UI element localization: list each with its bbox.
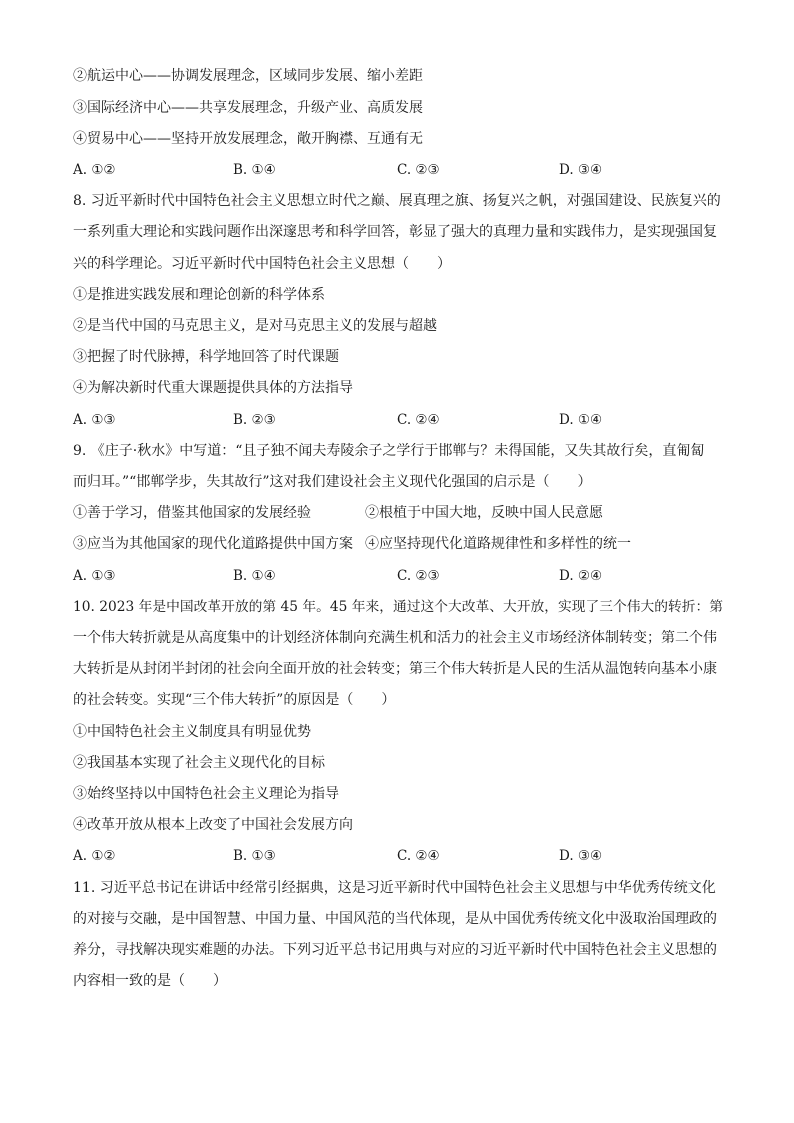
q10-item-3: ③始终坚持以中国特色社会主义理论为指导: [73, 786, 339, 802]
q10-item-1: ①中国特色社会主义制度具有明显优势: [73, 724, 311, 740]
q10-option-d[interactable]: D. ③④: [559, 848, 603, 864]
q10-stem-line-1: 10. 2023 年是中国改革开放的第 45 年。45 年来，通过这个大改革、大开放，实现了三个伟大的转折：第: [73, 599, 723, 615]
q10-option-c[interactable]: C. ②④: [397, 848, 440, 864]
q10-stem-line-4: 的社会转变。实现“三个伟大转折”的原因是（ ）: [73, 692, 396, 708]
q11-stem-line-4: 内容相一致的是（ ）: [73, 973, 227, 989]
q8-stem-line-3: 兴的科学理论。习近平新时代中国特色社会主义思想（ ）: [73, 256, 451, 272]
q9-item-2: ②根植于中国大地，反映中国人民意愿: [365, 505, 603, 521]
q8-item-2: ②是当代中国的马克思主义，是对马克思主义的发展与超越: [73, 318, 437, 334]
q11-stem-line-1: 11. 习近平总书记在讲话中经常引经据典，这是习近平新时代中国特色社会主义思想与中华优秀传统文化: [73, 880, 716, 896]
q9-options: [73, 566, 733, 586]
q8-item-1: ①是推进实践发展和理论创新的科学体系: [73, 287, 325, 303]
q7-option-b[interactable]: B. ①④: [233, 162, 276, 178]
q8-options: [73, 410, 733, 430]
q9-item-4: ④应坚持现代化道路规律性和多样性的统一: [365, 536, 631, 552]
q11-stem-line-3: 养分，寻找解决现实难题的办法。下列习近平总书记用典与对应的习近平新时代中国特色社会主义思想的: [73, 942, 717, 958]
q8-option-d[interactable]: D. ①④: [559, 412, 603, 428]
q10-option-a[interactable]: A. ①②: [73, 848, 116, 864]
q8-stem-line-2: 一系列重大理论和实践问题作出深邃思考和科学回答，彰显了强大的真理力量和实践伟力，是实现强国复: [73, 224, 717, 240]
q9-option-c[interactable]: C. ②③: [397, 568, 440, 584]
q9-items-row-2: [73, 534, 733, 554]
q9-items-row-1: [73, 503, 733, 523]
q7-item-2: ②航运中心——协调发展理念，区域同步发展、缩小差距: [73, 68, 423, 84]
q9-item-1: ①善于学习，借鉴其他国家的发展经验: [73, 505, 311, 521]
q9-stem-line-2: 而归耳。”“邯郸学步，失其故行”这对我们建设社会主义现代化强国的启示是（ ）: [73, 474, 592, 490]
q8-item-3: ③把握了时代脉搏，科学地回答了时代课题: [73, 349, 339, 365]
q7-option-d[interactable]: D. ③④: [559, 162, 603, 178]
q8-stem-line-1: 8. 习近平新时代中国特色社会主义思想立时代之巅、展真理之旗、扬复兴之帆，对强国建设、民族复兴的: [73, 193, 721, 209]
q9-option-a[interactable]: A. ①③: [73, 568, 116, 584]
q10-option-b[interactable]: B. ①③: [233, 848, 276, 864]
q10-item-2: ②我国基本实现了社会主义现代化的目标: [73, 755, 325, 771]
q7-options: [73, 160, 733, 180]
q8-option-b[interactable]: B. ②③: [233, 412, 276, 428]
q8-option-c[interactable]: C. ②④: [397, 412, 440, 428]
q10-stem-line-3: 大转折是从封闭半封闭的社会向全面开放的社会转变；第三个伟大转折是人民的生活从温饱转向基本小康: [73, 661, 717, 677]
q7-option-a[interactable]: A. ①②: [73, 162, 116, 178]
q9-item-3: ③应当为其他国家的现代化道路提供中国方案: [73, 536, 353, 552]
q7-item-3: ③国际经济中心——共享发展理念，升级产业、高质发展: [73, 100, 423, 116]
q8-option-a[interactable]: A. ①③: [73, 412, 116, 428]
q9-option-d[interactable]: D. ②④: [559, 568, 603, 584]
q9-option-b[interactable]: B. ①④: [233, 568, 276, 584]
q9-stem-line-1: 9. 《庄子·秋水》中写道：“且子独不闻夫寿陵余子之学行于邯郸与？未得国能，又失其故行矣，直匍匐: [73, 443, 705, 459]
q10-options: [73, 846, 733, 866]
q7-option-c[interactable]: C. ②③: [397, 162, 440, 178]
q8-item-4: ④为解决新时代重大课题提供具体的方法指导: [73, 380, 353, 396]
q10-item-4: ④改革开放从根本上改变了中国社会发展方向: [73, 817, 353, 833]
q11-stem-line-2: 的对接与交融，是中国智慧、中国力量、中国风范的当代体现，是从中国优秀传统文化中汲取治国理政的: [73, 911, 717, 927]
q7-item-4: ④贸易中心——坚持开放发展理念，敞开胸襟、互通有无: [73, 131, 423, 147]
q10-stem-line-2: 一个伟大转折就是从高度集中的计划经济体制向充满生机和活力的社会主义市场经济体制转变；第二个伟: [73, 630, 717, 646]
